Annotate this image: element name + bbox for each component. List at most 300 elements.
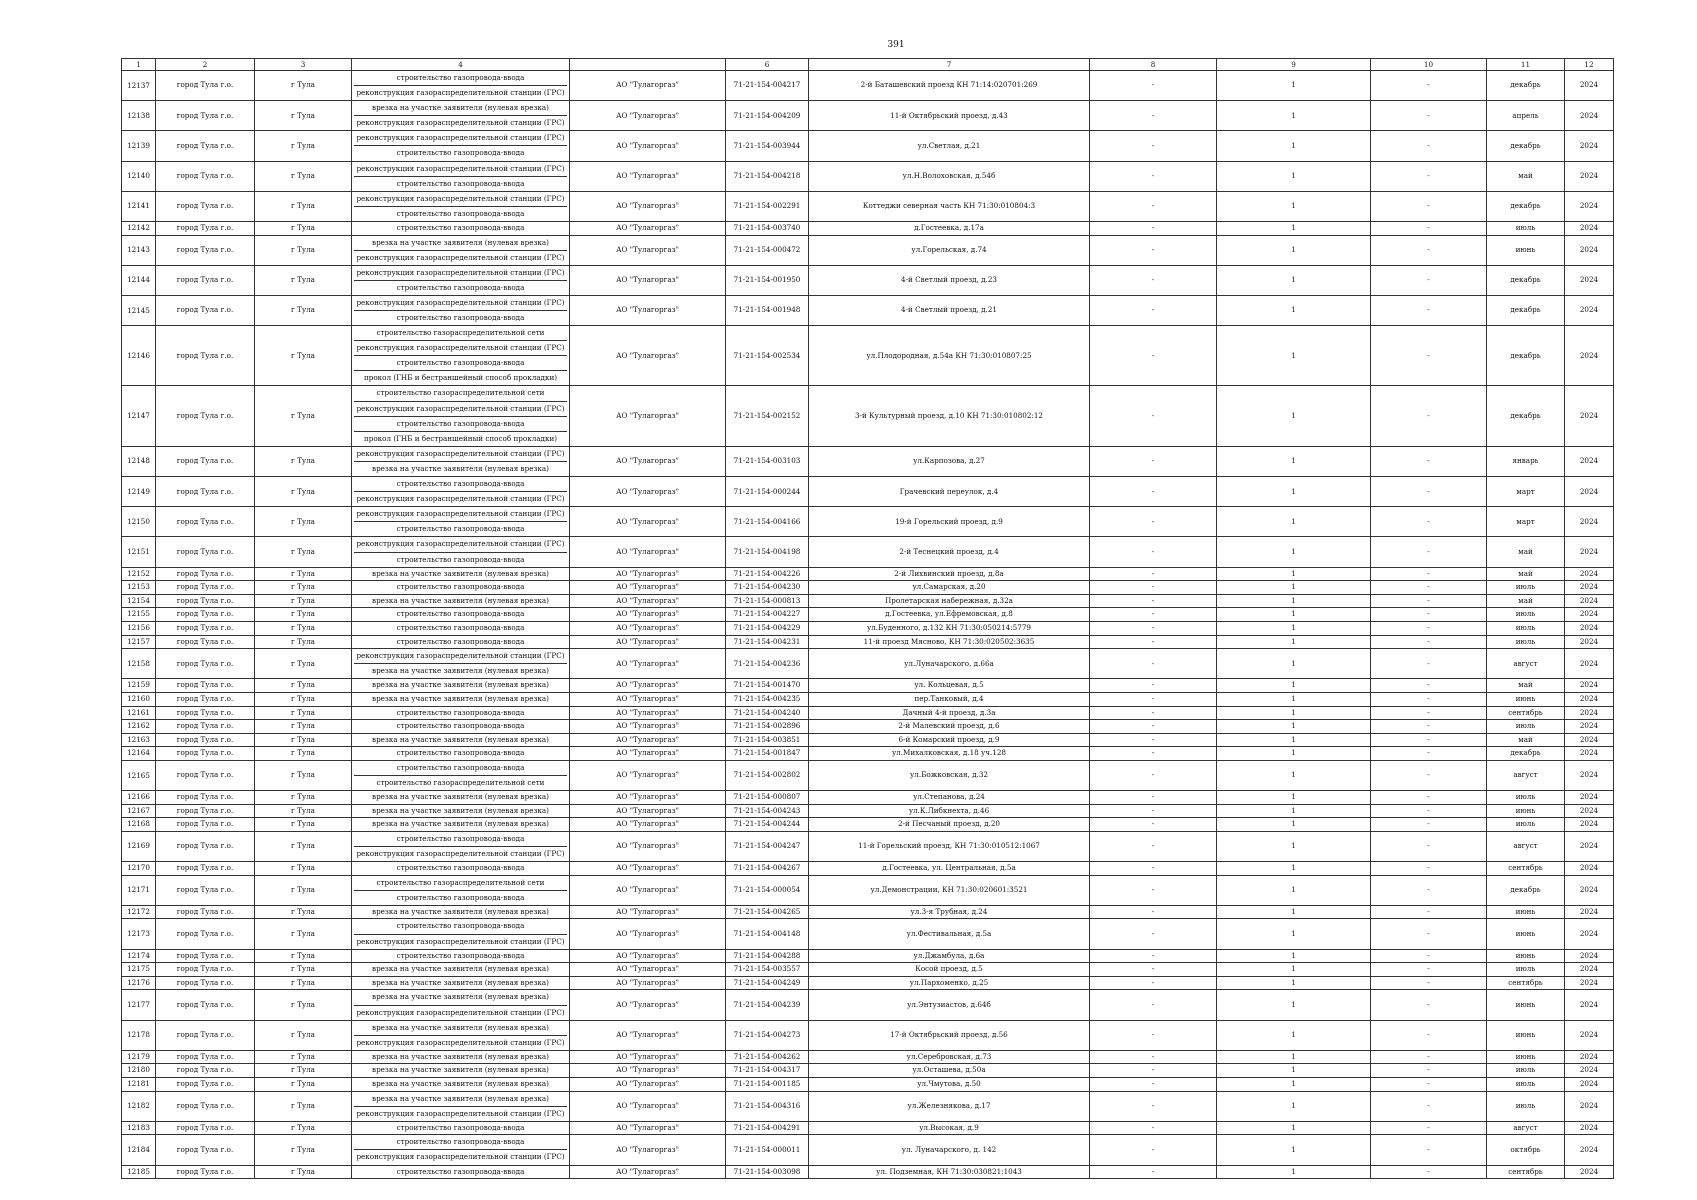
municipality-cell: город Тула г.о. [156,507,255,537]
locality-cell: г Тула [255,608,352,622]
work-item: врезка на участке заявителя (нулевая врезка) [372,463,549,473]
organization-cell: АО "Тулагоргаз" [570,649,726,679]
work-item: реконструкция газораспределительной станции (ГРС) [354,447,567,462]
column-header: 2 [156,59,255,71]
table-row [122,477,1614,507]
col8-cell: - [1090,733,1217,747]
works-cell [352,919,570,949]
locality-cell: г Тула [255,265,352,295]
year-cell: 2024 [1565,621,1614,635]
col9-cell: 1 [1217,862,1371,876]
work-item: реконструкция газораспределительной станции (ГРС) [354,507,567,522]
municipality-cell: город Тула г.о. [156,862,255,876]
year-cell: 2024 [1565,791,1614,805]
table-row [122,760,1614,790]
month-cell: май [1487,567,1565,581]
row-number-cell: 12143 [122,235,156,265]
col8-cell: - [1090,1091,1217,1121]
address-cell: ул.Чмутова, д.50 [809,1077,1090,1091]
work-item: строительство газопровода-ввода [354,71,567,86]
locality-cell: г Тула [255,71,352,101]
locality-cell: г Тула [255,446,352,476]
col10-cell: - [1371,594,1487,608]
col8-cell: - [1090,265,1217,295]
work-item: реконструкция газораспределительной станции (ГРС) [354,266,567,281]
works-cell [352,1165,570,1179]
work-item: реконструкция газораспределительной станции (ГРС) [354,131,567,146]
organization-cell: АО "Тулагоргаз" [570,1077,726,1091]
works-cell [352,831,570,861]
col10-cell: - [1371,804,1487,818]
year-cell: 2024 [1565,692,1614,706]
col8-cell: - [1090,608,1217,622]
work-item: врезка на участке заявителя (нулевая врезка) [354,990,567,1005]
table-row [122,386,1614,446]
municipality-cell: город Тула г.о. [156,235,255,265]
table-row [122,221,1614,235]
work-item: врезка на участке заявителя (нулевая врезка) [372,666,549,676]
col9-cell: 1 [1217,507,1371,537]
locality-cell: г Тула [255,862,352,876]
col9-cell: 1 [1217,101,1371,131]
address-cell: ул.Степанова, д.24 [809,791,1090,805]
row-number-cell: 12184 [122,1135,156,1165]
year-cell: 2024 [1565,905,1614,919]
municipality-cell: город Тула г.о. [156,537,255,567]
works-cell [352,1135,570,1165]
work-item: строительство газопровода-ввода [396,582,525,592]
month-cell: июнь [1487,692,1565,706]
column-header: 10 [1371,59,1487,71]
organization-cell: АО "Тулагоргаз" [570,919,726,949]
col10-cell: - [1371,720,1487,734]
locality-cell: г Тула [255,976,352,990]
table-row [122,818,1614,832]
work-item: строительство газопровода-ввода [396,748,525,758]
locality-cell: г Тула [255,221,352,235]
col10-cell: - [1371,537,1487,567]
row-number-cell: 12163 [122,733,156,747]
year-cell: 2024 [1565,221,1614,235]
locality-cell: г Тула [255,101,352,131]
table-row [122,326,1614,386]
month-cell: май [1487,537,1565,567]
table-row [122,446,1614,476]
code-cell: 71-21-154-002291 [726,191,809,221]
col10-cell: - [1371,635,1487,649]
col10-cell: - [1371,446,1487,476]
organization-cell: АО "Тулагоргаз" [570,791,726,805]
row-number-cell: 12181 [122,1077,156,1091]
year-cell: 2024 [1565,386,1614,446]
locality-cell: г Тула [255,621,352,635]
address-cell: д.Гостеевка, д.17а [809,221,1090,235]
row-number-cell: 12159 [122,679,156,693]
code-cell: 71-21-154-004218 [726,161,809,191]
month-cell: июнь [1487,990,1565,1020]
month-cell: декабрь [1487,131,1565,161]
organization-cell: АО "Тулагоргаз" [570,1121,726,1135]
work-item: врезка на участке заявителя (нулевая врезка) [354,236,567,251]
municipality-cell: город Тула г.о. [156,635,255,649]
col9-cell: 1 [1217,71,1371,101]
year-cell: 2024 [1565,1020,1614,1050]
municipality-cell: город Тула г.о. [156,990,255,1020]
code-cell: 71-21-154-001847 [726,747,809,761]
month-cell: апрель [1487,101,1565,131]
month-cell: июнь [1487,905,1565,919]
municipality-cell: город Тула г.о. [156,581,255,595]
col10-cell: - [1371,161,1487,191]
col9-cell: 1 [1217,804,1371,818]
col9-cell: 1 [1217,326,1371,386]
month-cell: март [1487,477,1565,507]
locality-cell: г Тула [255,567,352,581]
municipality-cell: город Тула г.о. [156,621,255,635]
month-cell: сентябрь [1487,976,1565,990]
code-cell: 71-21-154-004230 [726,581,809,595]
col9-cell: 1 [1217,1091,1371,1121]
work-item: строительство газораспределительной сети [354,326,567,341]
works-cell [352,976,570,990]
municipality-cell: город Тула г.о. [156,818,255,832]
locality-cell: г Тула [255,1064,352,1078]
work-item: врезка на участке заявителя (нулевая врезка) [372,734,549,744]
col9-cell: 1 [1217,191,1371,221]
col9-cell: 1 [1217,1165,1371,1179]
col10-cell: - [1371,386,1487,446]
address-cell: 2-й Баташевский проезд КН 71:14:020701:269 [809,71,1090,101]
table-row [122,949,1614,963]
row-number-cell: 12151 [122,537,156,567]
col10-cell: - [1371,567,1487,581]
table-row [122,581,1614,595]
col8-cell: - [1090,831,1217,861]
col8-cell: - [1090,1135,1217,1165]
col10-cell: - [1371,1121,1487,1135]
work-item: реконструкция газораспределительной станции (ГРС) [354,296,567,311]
municipality-cell: город Тула г.о. [156,567,255,581]
table-row [122,1020,1614,1050]
work-item: строительство газопровода-ввода [396,1122,525,1132]
organization-cell: АО "Тулагоргаз" [570,706,726,720]
work-item: строительство газопровода-ввода [396,1166,525,1176]
works-cell [352,905,570,919]
address-cell: Дачный 4-й проезд, д.3а [809,706,1090,720]
year-cell: 2024 [1565,990,1614,1020]
col9-cell: 1 [1217,1077,1371,1091]
organization-cell: АО "Тулагоргаз" [570,679,726,693]
work-item: врезка на участке заявителя (нулевая врезка) [372,1051,549,1061]
locality-cell: г Тула [255,804,352,818]
row-number-cell: 12149 [122,477,156,507]
organization-cell: АО "Тулагоргаз" [570,862,726,876]
month-cell: декабрь [1487,747,1565,761]
row-number-cell: 12148 [122,446,156,476]
work-item: прокол (ГНБ и бестраншейный способ прокладки) [363,433,558,443]
table-row [122,963,1614,977]
col8-cell: - [1090,1077,1217,1091]
works-cell [352,265,570,295]
work-item: реконструкция газораспределительной станции (ГРС) [356,1007,565,1017]
col9-cell: 1 [1217,990,1371,1020]
col10-cell: - [1371,649,1487,679]
col8-cell: - [1090,235,1217,265]
municipality-cell: город Тула г.о. [156,1020,255,1050]
code-cell: 71-21-154-002896 [726,720,809,734]
organization-cell: АО "Тулагоргаз" [570,608,726,622]
work-item: строительство газопровода-ввода [354,477,567,492]
col8-cell: - [1090,649,1217,679]
col10-cell: - [1371,265,1487,295]
col9-cell: 1 [1217,949,1371,963]
month-cell: июнь [1487,235,1565,265]
col10-cell: - [1371,831,1487,861]
address-cell: 11-й Октябрьский проезд, д.43 [809,101,1090,131]
work-item: врезка на участке заявителя (нулевая врезка) [372,693,549,703]
organization-cell: АО "Тулагоргаз" [570,818,726,832]
row-number-cell: 12157 [122,635,156,649]
organization-cell: АО "Тулагоргаз" [570,131,726,161]
col10-cell: - [1371,818,1487,832]
row-number-cell: 12145 [122,295,156,325]
col8-cell: - [1090,537,1217,567]
year-cell: 2024 [1565,649,1614,679]
organization-cell: АО "Тулагоргаз" [570,326,726,386]
work-item: строительство газопровода-ввода [396,892,525,902]
code-cell: 71-21-154-004243 [726,804,809,818]
table-row [122,621,1614,635]
table-row [122,1077,1614,1091]
month-cell: декабрь [1487,71,1565,101]
address-cell: ул.Серебровская, д.73 [809,1050,1090,1064]
year-cell: 2024 [1565,608,1614,622]
works-cell [352,990,570,1020]
organization-cell: АО "Тулагоргаз" [570,621,726,635]
municipality-cell: город Тула г.о. [156,1135,255,1165]
organization-cell: АО "Тулагоргаз" [570,1165,726,1179]
col9-cell: 1 [1217,649,1371,679]
col9-cell: 1 [1217,791,1371,805]
locality-cell: г Тула [255,875,352,905]
row-number-cell: 12137 [122,71,156,101]
table-row [122,831,1614,861]
locality-cell: г Тула [255,537,352,567]
address-cell: ул.Самарская, д.20 [809,581,1090,595]
month-cell: июль [1487,608,1565,622]
col9-cell: 1 [1217,720,1371,734]
table-row [122,537,1614,567]
address-cell: 4-й Светлый проезд, д.23 [809,265,1090,295]
works-cell [352,720,570,734]
works-cell [352,191,570,221]
code-cell: 71-21-154-000011 [726,1135,809,1165]
work-item: реконструкция газораспределительной станции (ГРС) [356,252,565,262]
code-cell: 71-21-154-001185 [726,1077,809,1091]
year-cell: 2024 [1565,976,1614,990]
address-cell: ул. Кольцевая, д.5 [809,679,1090,693]
month-cell: июнь [1487,804,1565,818]
municipality-cell: город Тула г.о. [156,161,255,191]
code-cell: 71-21-154-004227 [726,608,809,622]
col10-cell: - [1371,326,1487,386]
month-cell: декабрь [1487,875,1565,905]
work-item: врезка на участке заявителя (нулевая врезка) [372,792,549,802]
month-cell: сентябрь [1487,862,1565,876]
col8-cell: - [1090,818,1217,832]
col10-cell: - [1371,1135,1487,1165]
address-cell: ул.Фестивальная, д.5а [809,919,1090,949]
table-row [122,1165,1614,1179]
organization-cell: АО "Тулагоргаз" [570,1091,726,1121]
locality-cell: г Тула [255,295,352,325]
work-item: реконструкция газораспределительной станции (ГРС) [356,1037,565,1047]
work-item: строительство газопровода-ввода [396,950,525,960]
col8-cell: - [1090,386,1217,446]
works-cell [352,507,570,537]
locality-cell: г Тула [255,831,352,861]
works-cell [352,594,570,608]
locality-cell: г Тула [255,1091,352,1121]
col9-cell: 1 [1217,1020,1371,1050]
table-row [122,733,1614,747]
table-row [122,594,1614,608]
municipality-cell: город Тула г.о. [156,791,255,805]
column-header: 11 [1487,59,1565,71]
address-cell: ул.Джамбула, д.6а [809,949,1090,963]
col8-cell: - [1090,567,1217,581]
works-cell [352,1064,570,1078]
work-item: строительство газопровода-ввода [354,919,567,934]
column-header: 6 [726,59,809,71]
works-cell [352,1077,570,1091]
address-cell: 4-й Светлый проезд, д.21 [809,295,1090,325]
col9-cell: 1 [1217,235,1371,265]
col9-cell: 1 [1217,221,1371,235]
col8-cell: - [1090,446,1217,476]
locality-cell: г Тула [255,507,352,537]
municipality-cell: город Тула г.о. [156,446,255,476]
organization-cell: АО "Тулагоргаз" [570,976,726,990]
header-row [122,59,1614,71]
organization-cell: АО "Тулагоргаз" [570,71,726,101]
municipality-cell: город Тула г.о. [156,692,255,706]
col8-cell: - [1090,581,1217,595]
col10-cell: - [1371,747,1487,761]
work-item: строительство газораспределительной сети [354,386,567,401]
work-item: строительство газопровода-ввода [396,707,525,717]
year-cell: 2024 [1565,567,1614,581]
address-cell: 11-й проезд Мясново, КН 71:30:020502:3635 [809,635,1090,649]
table-row [122,862,1614,876]
works-cell [352,235,570,265]
column-header: 4 [352,59,570,71]
code-cell: 71-21-154-004317 [726,1064,809,1078]
work-item: реконструкция газораспределительной станции (ГРС) [354,649,567,664]
table-row [122,507,1614,537]
row-number-cell: 12154 [122,594,156,608]
work-item: строительство газораспределительной сети [354,876,567,891]
col10-cell: - [1371,1064,1487,1078]
code-cell: 71-21-154-004198 [726,537,809,567]
address-cell: 2-й Теснецкий проезд, д.4 [809,537,1090,567]
year-cell: 2024 [1565,71,1614,101]
locality-cell: г Тула [255,635,352,649]
municipality-cell: город Тула г.о. [156,191,255,221]
locality-cell: г Тула [255,191,352,221]
code-cell: 71-21-154-004273 [726,1020,809,1050]
month-cell: август [1487,1121,1565,1135]
table-row [122,1135,1614,1165]
table-row [122,804,1614,818]
organization-cell: АО "Тулагоргаз" [570,507,726,537]
organization-cell: АО "Тулагоргаз" [570,161,726,191]
works-cell [352,446,570,476]
col8-cell: - [1090,760,1217,790]
year-cell: 2024 [1565,831,1614,861]
table-row [122,567,1614,581]
row-number-cell: 12162 [122,720,156,734]
municipality-cell: город Тула г.о. [156,1091,255,1121]
organization-cell: АО "Тулагоргаз" [570,720,726,734]
address-cell: ул.Божковская, д.32 [809,760,1090,790]
locality-cell: г Тула [255,818,352,832]
col8-cell: - [1090,161,1217,191]
code-cell: 71-21-154-004240 [726,706,809,720]
work-item: врезка на участке заявителя (нулевая врезка) [372,819,549,829]
month-cell: сентябрь [1487,1165,1565,1179]
year-cell: 2024 [1565,679,1614,693]
works-cell [352,131,570,161]
municipality-cell: город Тула г.о. [156,976,255,990]
address-cell: ул.Железнякова, д.17 [809,1091,1090,1121]
address-cell: ул.Горельская, д.74 [809,235,1090,265]
locality-cell: г Тула [255,1135,352,1165]
locality-cell: г Тула [255,963,352,977]
col10-cell: - [1371,760,1487,790]
work-item: врезка на участке заявителя (нулевая врезка) [372,964,549,974]
row-number-cell: 12161 [122,706,156,720]
col9-cell: 1 [1217,875,1371,905]
table-row [122,191,1614,221]
works-cell [352,71,570,101]
work-item: строительство газопровода-ввода [354,832,567,847]
municipality-cell: город Тула г.о. [156,649,255,679]
col10-cell: - [1371,791,1487,805]
month-cell: январь [1487,446,1565,476]
table-row [122,161,1614,191]
col9-cell: 1 [1217,831,1371,861]
organization-cell: АО "Тулагоргаз" [570,804,726,818]
municipality-cell: город Тула г.о. [156,295,255,325]
organization-cell: АО "Тулагоргаз" [570,1050,726,1064]
column-header: 3 [255,59,352,71]
work-item: реконструкция газораспределительной станции (ГРС) [356,494,565,504]
works-cell [352,692,570,706]
address-cell: Грачевский переулок, д.4 [809,477,1090,507]
organization-cell: АО "Тулагоргаз" [570,747,726,761]
month-cell: декабрь [1487,326,1565,386]
year-cell: 2024 [1565,1064,1614,1078]
organization-cell: АО "Тулагоргаз" [570,446,726,476]
col9-cell: 1 [1217,1121,1371,1135]
organization-cell: АО "Тулагоргаз" [570,1020,726,1050]
col9-cell: 1 [1217,295,1371,325]
code-cell: 71-21-154-004239 [726,990,809,1020]
table-row [122,976,1614,990]
col9-cell: 1 [1217,537,1371,567]
table-row [122,791,1614,805]
